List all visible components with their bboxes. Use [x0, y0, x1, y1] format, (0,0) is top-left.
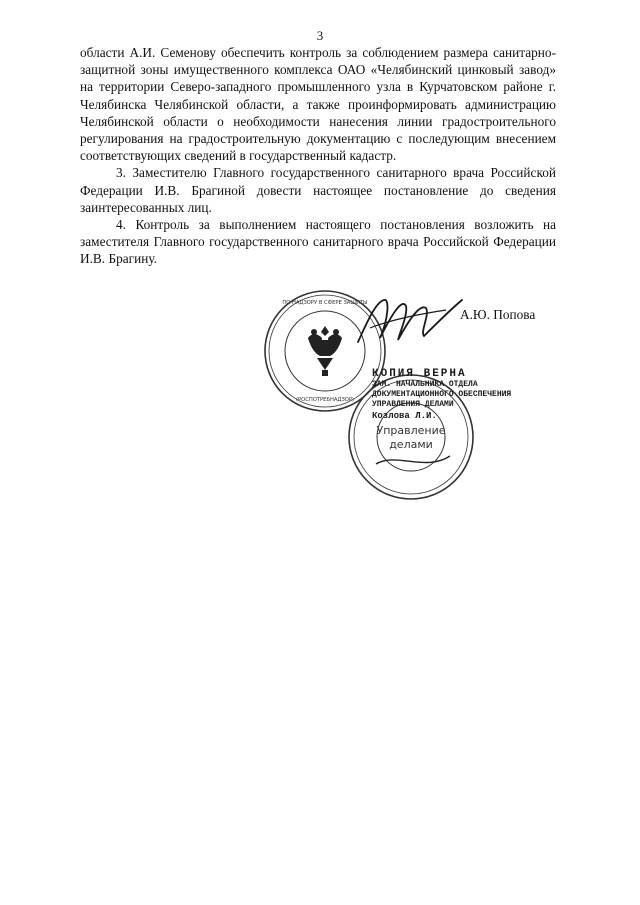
- svg-text:ПО НАДЗОРУ В СФЕРЕ ЗАЩИТЫ: ПО НАДЗОРУ В СФЕРЕ ЗАЩИТЫ: [282, 300, 368, 306]
- paragraph-4: 4. Контроль за выполнением настоящего постановления возложить на заместителя Главного государственного санитарного врача Российской Федерации И.В. Брагину.: [80, 217, 556, 267]
- signature-icon: [350, 280, 470, 360]
- page-number: 3: [316, 28, 324, 43]
- copy-signer: Козлова Л.И.: [372, 411, 437, 421]
- copy-department: ДОКУМЕНТАЦИОННОГО ОБЕСПЕЧЕНИЯ: [372, 390, 512, 399]
- svg-text:делами: делами: [389, 438, 433, 451]
- copy-certification: [372, 368, 522, 421]
- paragraph-continuation: области А.И. Семенову обеспечить контроль за соблюдением размера санитарно-защитной зоны имущественного комплекса ОАО «Челябинский цинковый завод» на территории Северо-западного промышленного узла в Курчатовском районе г. Челябинска Челябинской области, а также проинформировать администрацию Челябинской области о необходимости нанесения линии градостроительного регулирования на градостроительную документацию с последующим внесением соответствующих сведений в государственный кадастр.: [80, 45, 556, 164]
- svg-text:(РОСПОТРЕБНАДЗОР): (РОСПОТРЕБНАДЗОР): [295, 397, 355, 403]
- svg-text:Управление: Управление: [376, 424, 446, 437]
- body-text: [80, 44, 556, 268]
- copy-office: УПРАВЛЕНИЯ ДЕЛАМИ: [372, 400, 454, 409]
- signer-name: А.Ю. Попова: [460, 307, 536, 322]
- copy-true-label: КОПИЯ ВЕРНА: [372, 368, 467, 380]
- copy-position: ЗАМ. НАЧАЛЬНИКА ОТДЕЛА: [372, 380, 478, 389]
- paragraph-3: 3. Заместителю Главного государственного санитарного врача Российской Федерации И.В. Брагиной довести настоящее постановление до сведения заинтересованных лиц.: [80, 165, 556, 215]
